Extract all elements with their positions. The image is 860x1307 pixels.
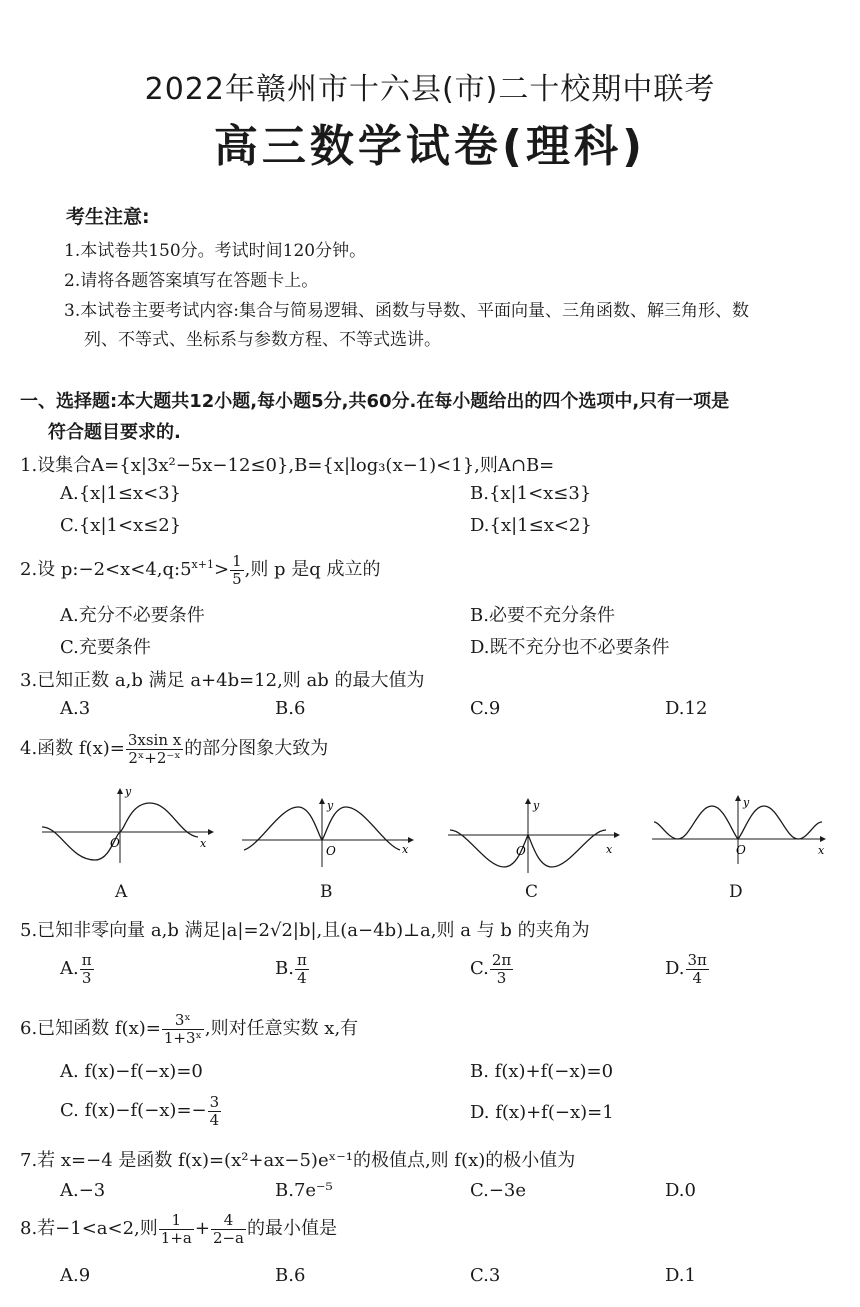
q2-stem-post: ,则 p 是q 成立的 [244, 559, 381, 580]
graph-c-y-label: y [533, 799, 540, 812]
q4-stem-pre: 4.函数 f(x)= [20, 738, 125, 759]
q2-frac-num: 1 [232, 552, 242, 570]
q8-option-a[interactable]: A.9 [60, 1265, 91, 1286]
paper-title: 高三数学试卷(理科) [213, 121, 647, 172]
q5-c-num: 2π [491, 951, 512, 969]
q7-option-d[interactable]: D.0 [665, 1180, 696, 1201]
graph-b [240, 795, 420, 870]
q5-option-a[interactable] [60, 952, 95, 986]
q3-option-a[interactable]: A.3 [60, 698, 91, 719]
q8-f1-num: 1 [159, 1212, 194, 1230]
q2-option-c[interactable]: C.充要条件 [60, 637, 151, 658]
question-1-stem: 1.设集合A={x|3x²−5x−12≤0},B={x|log₃(x−1)<1},则A∩B= [20, 455, 555, 476]
graph-b-origin: O [326, 844, 336, 858]
graph-a-origin: O [110, 836, 120, 850]
q6-c-fraction [208, 1094, 222, 1128]
graph-d-label[interactable]: D [729, 882, 743, 902]
notice-item: 列、不等式、坐标系与参数方程、不等式选讲。 [84, 330, 441, 350]
q8-stem-pre: 8.若−1<a<2,则 [20, 1218, 158, 1239]
graph-b-y-label: y [327, 799, 334, 812]
q3-option-c[interactable]: C.9 [470, 698, 501, 719]
graph-c-label[interactable]: C [525, 882, 539, 902]
q6-fraction [162, 1012, 204, 1046]
graph-c [446, 795, 626, 875]
graph-d-origin: O [736, 843, 746, 857]
q2-option-d[interactable]: D.既不充分也不必要条件 [470, 637, 670, 658]
q7-option-b[interactable]: B.7e⁻⁵ [275, 1180, 333, 1201]
question-6-stem [20, 1012, 358, 1046]
q6-option-a[interactable]: A. f(x)−f(−x)=0 [60, 1061, 203, 1082]
section-heading-cont: 符合题目要求的. [48, 422, 181, 443]
graph-c-x-label: x [606, 843, 613, 856]
q2-stem-pre: 2.设 p:−2<x<4,q:5 [20, 559, 192, 580]
q7-option-c[interactable]: C.−3e [470, 1180, 527, 1201]
q8-stem-post: 的最小值是 [247, 1218, 337, 1239]
q1-option-c[interactable]: C.{x|1<x≤2} [60, 515, 182, 536]
q6-stem-pre: 6.已知函数 f(x)= [20, 1018, 161, 1039]
q5-c-den: 3 [496, 968, 507, 987]
notice-heading: 考生注意: [66, 206, 150, 228]
graph-c-origin: O [516, 844, 526, 858]
graph-b-label[interactable]: B [320, 882, 333, 902]
notice-item: 3.本试卷主要考试内容:集合与简易逻辑、函数与导数、平面向量、三角函数、解三角形、数 [64, 301, 749, 321]
q6-c-num: 3 [209, 1093, 220, 1111]
q5-c-prefix: C. [470, 958, 489, 979]
q8-option-b[interactable]: B.6 [275, 1265, 306, 1286]
q5-a-prefix: A. [60, 958, 79, 979]
graph-b-x-label: x [402, 843, 409, 856]
q8-fraction-1 [159, 1212, 194, 1246]
q5-a-den: 3 [81, 968, 92, 987]
q5-b-fraction [295, 952, 309, 986]
q2-option-a[interactable]: A.充分不必要条件 [60, 605, 205, 626]
q1-option-b[interactable]: B.{x|1<x≤3} [470, 483, 592, 504]
notice-item: 1.本试卷共150分。考试时间120分钟。 [64, 241, 367, 261]
q5-c-fraction [490, 952, 513, 986]
q7-option-a[interactable]: A.−3 [60, 1180, 106, 1201]
q5-b-prefix: B. [275, 958, 294, 979]
q8-option-c[interactable]: C.3 [470, 1265, 501, 1286]
q8-f2-num: 4 [211, 1212, 246, 1230]
q2-exponent: x+1 [191, 558, 214, 571]
q2-stem-mid: > [213, 559, 230, 580]
q6-option-c[interactable] [60, 1094, 222, 1128]
question-5-stem: 5.已知非零向量 a,b 满足|a|=2√2|b|,且(a−4b)⊥a,则 a 与 b 的夹角为 [20, 920, 590, 941]
q8-fraction-2 [211, 1212, 246, 1246]
q3-option-d[interactable]: D.12 [665, 698, 708, 719]
graph-a [40, 785, 220, 865]
q5-d-num: 3π [687, 951, 707, 969]
q6-frac-den: 1+3ˣ [163, 1028, 202, 1047]
q8-f2-den: 2−a [212, 1228, 244, 1247]
q5-d-prefix: D. [665, 958, 685, 979]
q6-c-den: 4 [209, 1110, 220, 1129]
q8-option-d[interactable]: D.1 [665, 1265, 696, 1286]
question-8-stem [20, 1212, 337, 1246]
q6-option-b[interactable]: B. f(x)+f(−x)=0 [470, 1061, 614, 1082]
question-4-stem [20, 732, 328, 766]
graph-d [650, 792, 834, 867]
q6-frac-num: 3ˣ [162, 1012, 204, 1030]
q1-option-a[interactable]: A.{x|1≤x<3} [60, 483, 182, 504]
q5-b-num: π [296, 951, 307, 969]
q5-d-fraction [686, 952, 709, 986]
q5-option-d[interactable] [665, 952, 710, 986]
q8-f1-den: 1+a [160, 1228, 192, 1247]
q5-option-c[interactable] [470, 952, 514, 986]
question-3-stem: 3.已知正数 a,b 满足 a+4b=12,则 ab 的最大值为 [20, 670, 425, 691]
q4-frac-num: 3xsin x [127, 731, 182, 749]
q5-b-den: 4 [297, 968, 307, 987]
graph-a-y-label: y [125, 785, 132, 798]
q4-stem-post: 的部分图象大致为 [184, 738, 329, 759]
q4-frac-den: 2ˣ+2⁻ˣ [128, 748, 181, 767]
q8-plus: + [194, 1218, 210, 1239]
q2-frac-den: 5 [232, 569, 242, 588]
q2-option-b[interactable]: B.必要不充分条件 [470, 605, 615, 626]
notice-item: 2.请将各题答案填写在答题卡上。 [64, 271, 319, 291]
q2-fraction [230, 553, 244, 587]
question-7-stem: 7.若 x=−4 是函数 f(x)=(x²+ax−5)eˣ⁻¹的极值点,则 f(x)的极小值为 [20, 1150, 576, 1171]
q6-c-prefix: C. f(x)−f(−x)=− [60, 1100, 207, 1121]
graph-a-x-label: x [200, 837, 207, 850]
q6-option-d[interactable]: D. f(x)+f(−x)=1 [470, 1102, 614, 1123]
q5-a-fraction [80, 952, 94, 986]
q5-option-b[interactable] [275, 952, 310, 986]
q1-option-d[interactable]: D.{x|1≤x<2} [470, 515, 592, 536]
graph-d-y-label: y [743, 796, 750, 809]
q4-fraction [126, 732, 183, 766]
q5-a-num: π [81, 951, 92, 969]
question-2-stem [20, 553, 381, 587]
exam-title: 2022年赣州市十六县(市)二十校期中联考 [144, 72, 716, 107]
section-heading: 一、选择题:本大题共12小题,每小题5分,共60分.在每小题给出的四个选项中,只有一项是 [20, 391, 730, 412]
graph-d-x-label: x [818, 844, 825, 857]
q6-stem-post: ,则对任意实数 x,有 [204, 1018, 359, 1039]
q3-option-b[interactable]: B.6 [275, 698, 306, 719]
q5-d-den: 4 [692, 968, 702, 987]
graph-a-label[interactable]: A [115, 882, 128, 902]
